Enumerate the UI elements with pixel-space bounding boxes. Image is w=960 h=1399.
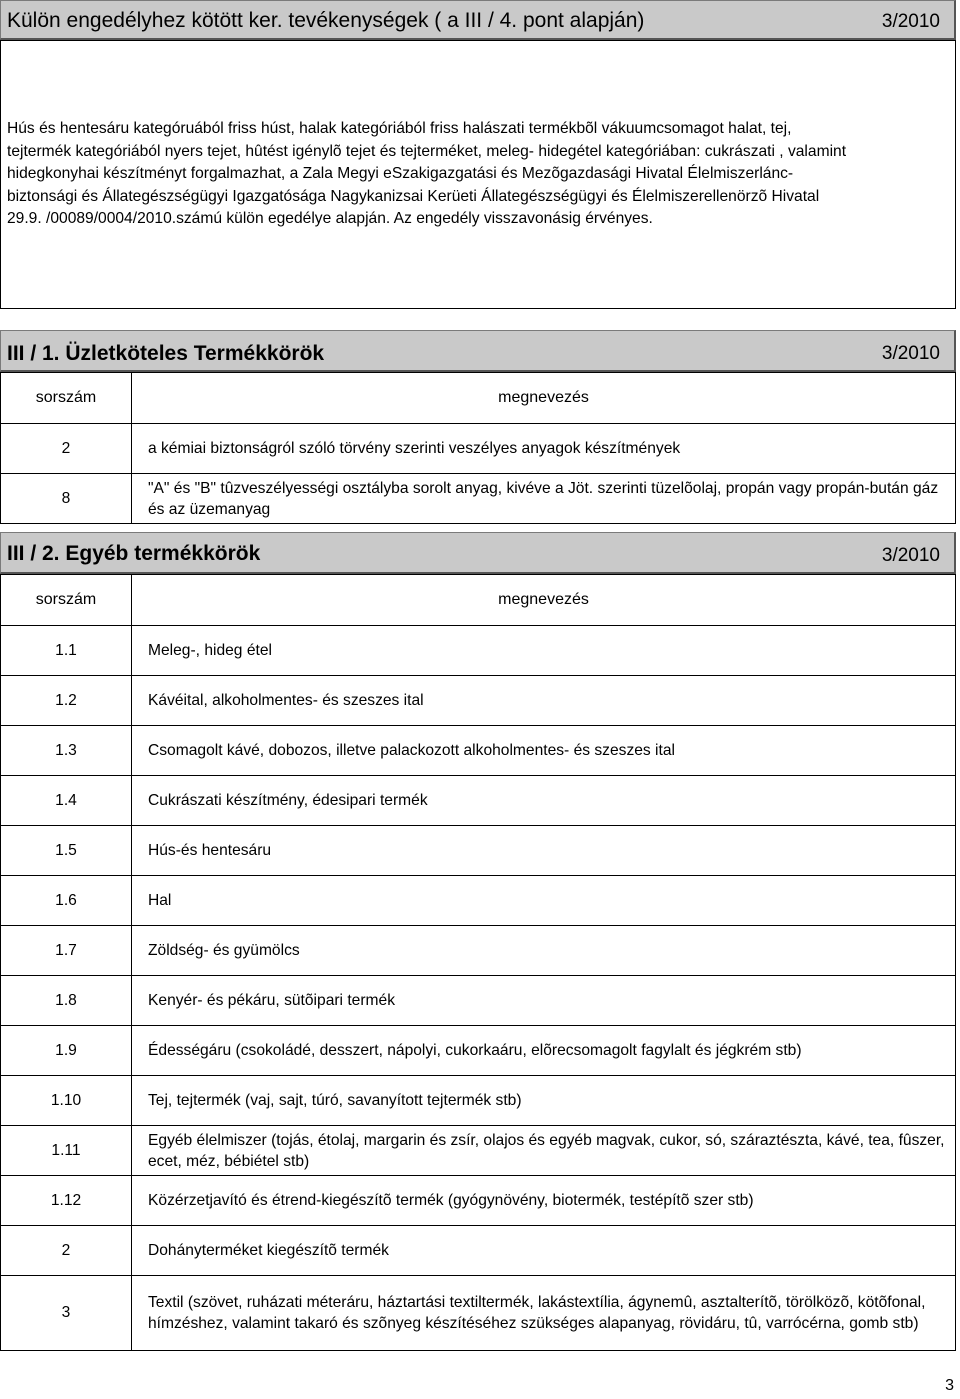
- section-code: 3/2010: [881, 11, 940, 32]
- row-number: 8: [1, 474, 132, 523]
- row-name: "A" és "B" tûzveszélyességi osztályba sorolt anyag, kivéve a Jöt. szerinti tüzelõolaj, propán vagy propán-bután gáz és az üzemanyag: [148, 479, 939, 518]
- section-title: III / 2. Egyéb termékkörök: [7, 542, 261, 565]
- row-number: 1.10: [1, 1076, 132, 1125]
- row-name: Meleg-, hideg étel: [148, 642, 272, 659]
- table-header: [0, 372, 956, 424]
- table-row: [0, 876, 956, 926]
- row-name: Textil (szövet, ruházati méteráru, háztartási textiltermék, lakástextília, ágynemû, asztalterítõ, törölközõ, kötõfonal, hímzéshez, valamint takaró és szõnyeg készítéséhez szükséges alapanyag, rövidáru, tû, varrócérna, gomb stb): [148, 1294, 926, 1332]
- table-row: [0, 626, 956, 676]
- table-row: [0, 776, 956, 826]
- row-name: Csomagolt kávé, dobozos, illetve palackozott alkoholmentes- és szeszes ital: [148, 742, 675, 759]
- row-name: Cukrászati készítmény, édesipari termék: [148, 792, 428, 809]
- row-number: 1.12: [1, 1176, 132, 1225]
- table-row: [0, 926, 956, 976]
- column-header-number: sorszám: [1, 575, 132, 625]
- table-header: [0, 574, 956, 626]
- table-row: [0, 1076, 956, 1126]
- table-row: [0, 1276, 956, 1351]
- row-name: Kenyér- és pékáru, sütõipari termék: [148, 992, 396, 1009]
- row-number: 3: [1, 1276, 132, 1350]
- table-row: [0, 1126, 956, 1176]
- section-header-other-products: [0, 532, 956, 574]
- column-header-number: sorszám: [1, 373, 132, 423]
- row-number: 1.11: [1, 1126, 132, 1175]
- column-header-name: megnevezés: [498, 389, 589, 406]
- row-number: 1.9: [1, 1026, 132, 1075]
- row-name: Hal: [148, 892, 172, 909]
- row-name: Dohányterméket kiegészítõ termék: [148, 1242, 389, 1259]
- section-title: III / 1. Üzletköteles Termékkörök: [7, 342, 325, 365]
- row-name: Közérzetjavító és étrend-kiegészítõ termék (gyógynövény, biotermék, testépítõ szer stb): [148, 1192, 754, 1209]
- row-name: Hús-és hentesáru: [148, 842, 272, 859]
- row-number: 1.5: [1, 826, 132, 875]
- row-name: Egyéb élelmiszer (tojás, étolaj, margarin és zsír, olajos és egyéb magvak, cukor, só, száraztészta, kávé, tea, fûszer, ecet, méz, bébiétel stb): [148, 1131, 945, 1170]
- section-code: 3/2010: [881, 343, 940, 364]
- table-row: [0, 1026, 956, 1076]
- row-number: 1.6: [1, 876, 132, 925]
- row-number: 1.7: [1, 926, 132, 975]
- row-number: 1.3: [1, 726, 132, 775]
- table-row: [0, 1226, 956, 1276]
- table-row: [0, 424, 956, 474]
- table-row: [0, 976, 956, 1026]
- row-name: Zöldség- és gyümölcs: [148, 942, 300, 959]
- row-name: Kávéital, alkoholmentes- és szeszes ital: [148, 692, 424, 709]
- table-row: [0, 826, 956, 876]
- row-name: Tej, tejtermék (vaj, sajt, túró, savanyított tejtermék stb): [148, 1092, 522, 1109]
- column-header-name: megnevezés: [498, 591, 589, 608]
- row-number: 1.2: [1, 676, 132, 725]
- table-row: [0, 474, 956, 524]
- row-number: 1.1: [1, 626, 132, 675]
- page-number: 3: [945, 1377, 954, 1394]
- table-row: [0, 676, 956, 726]
- permit-text-box: [0, 40, 956, 309]
- section-title: Külön engedélyhez kötött ker. tevékenységek ( a III / 4. pont alapján): [7, 9, 645, 32]
- section-code: 3/2010: [881, 545, 940, 566]
- section-header-licensed-products: [0, 330, 956, 372]
- row-number: 1.4: [1, 776, 132, 825]
- permit-paragraph: Hús és hentesáru kategóruából friss húst, halak kategóriából friss halászati termékbõl vákuumcsomagot halat, tej, tejtermék kategóriából nyers tejet, hûtést igénylõ tejet és tejterméket, meleg- hidegétel kategóriában: cukrászati , valamint hidegkonyhai készítményt forgalmazhat, a Zala Megyi eSzakigazgatási és Mezõgazdasági Hivatal Élelmiszerlánc-biztonsági és Állategészségügyi Igazgatósága Nagykanizsai Kerüeti Állategészségügyi és Élelmiszerellenörzõ Hivatal 29.9. /00089/0004/2010.számú külön egedélye alapján. Az engedély visszavonásig érvényes.: [7, 120, 847, 227]
- table-row: [0, 1176, 956, 1226]
- row-name: a kémiai biztonságról szóló törvény szerinti veszélyes anyagok készítmények: [148, 440, 681, 457]
- section-header-special-permit: [0, 0, 956, 40]
- row-number: 1.8: [1, 976, 132, 1025]
- table-row: [0, 726, 956, 776]
- row-number: 2: [1, 1226, 132, 1275]
- row-number: 2: [1, 424, 132, 473]
- row-name: Édességáru (csokoládé, desszert, nápolyi, cukorkaáru, elõrecsomagolt fagylalt és jégkrém stb): [148, 1042, 802, 1059]
